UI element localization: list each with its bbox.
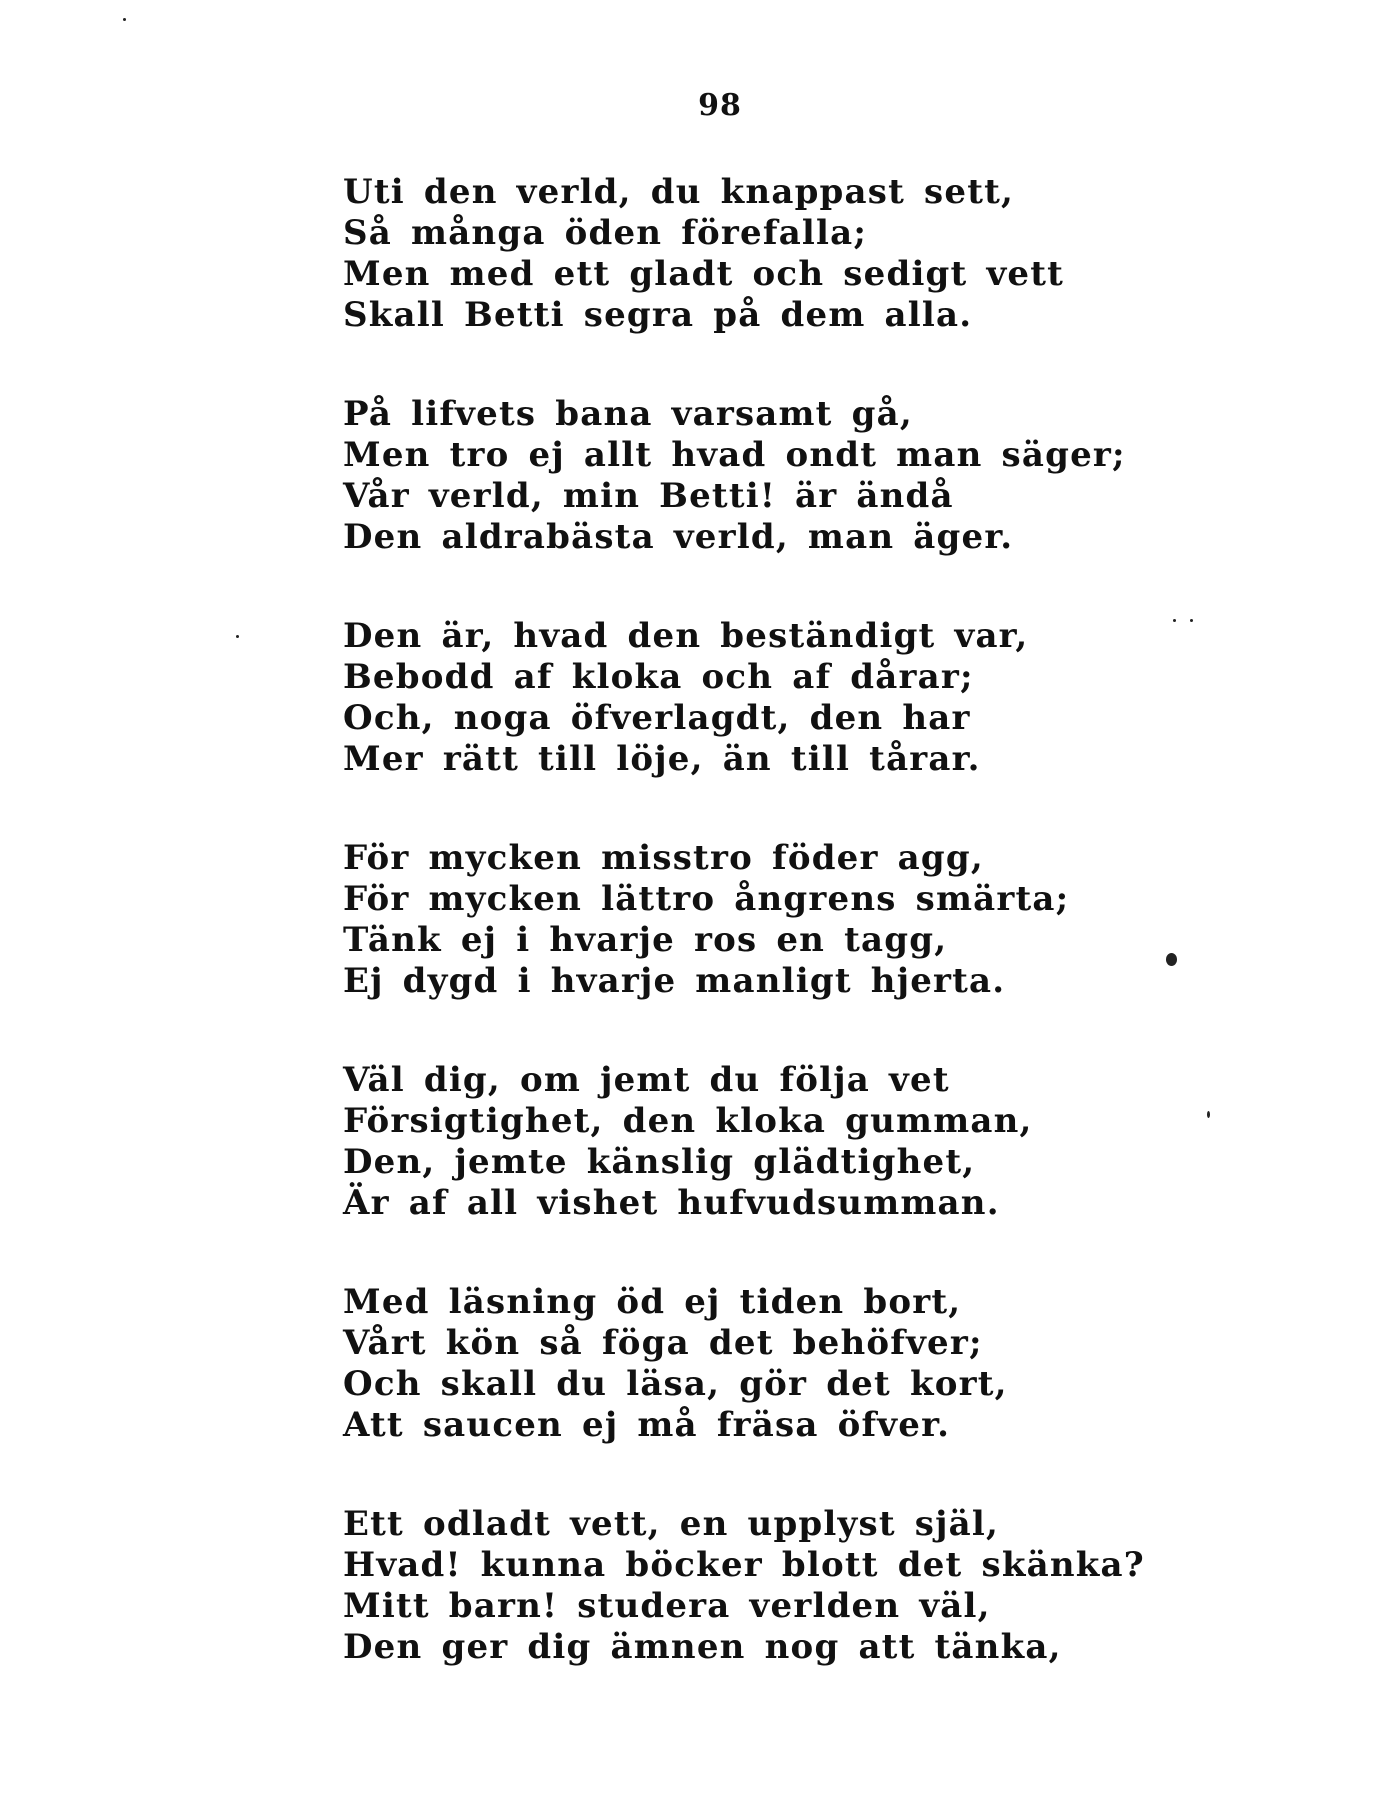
stanza-4 [343, 838, 1070, 1002]
poem-line: Och skall du läsa, gör det kort, [343, 1364, 1008, 1404]
poem-line: Vårt kön så föga det behöfver; [343, 1323, 983, 1363]
poem [343, 172, 1145, 1726]
ink-speck [236, 635, 239, 638]
poem-line: För mycken lättro ångrens smärta; [343, 879, 1070, 919]
poem-line: Är af all vishet hufvudsumman. [343, 1183, 1000, 1223]
stanza-2 [343, 394, 1126, 558]
poem-line: Hvad! kunna böcker blott det skänka? [343, 1545, 1145, 1585]
poem-line: För mycken misstro föder agg, [343, 838, 984, 878]
poem-line: Den ger dig ämnen nog att tänka, [343, 1627, 1062, 1667]
poem-line: Den är, hvad den beständigt var, [343, 616, 1029, 656]
poem-line: Att saucen ej må fräsa öfver. [343, 1405, 951, 1445]
poem-line: Med läsning öd ej tiden bort, [343, 1282, 962, 1322]
stanza-7 [343, 1504, 1145, 1668]
poem-line: Mer rätt till löje, än till tårar. [343, 739, 981, 779]
poem-line: Och, noga öfverlagdt, den har [343, 698, 971, 738]
poem-line: Tänk ej i hvarje ros en tagg, [343, 920, 948, 960]
poem-line: Mitt barn! studera verlden väl, [343, 1586, 991, 1626]
poem-line: Skall Betti segra på dem alla. [343, 295, 973, 335]
poem-line: Den aldrabästa verld, man äger. [343, 517, 1014, 557]
stanza-5 [343, 1060, 1043, 1224]
poem-line: Den, jemte känslig glädtighet, [343, 1142, 976, 1182]
poem-line: Men med ett gladt och sedigt vett [343, 254, 1065, 294]
poem-line: Bebodd af kloka och af dårar; [343, 657, 974, 697]
page-number: 98 [698, 88, 742, 123]
ink-speck [1207, 1111, 1210, 1118]
ink-speck [1166, 953, 1177, 966]
stanza-3 [343, 616, 1043, 780]
poem-line: Så många öden förefalla; [343, 213, 868, 253]
poem-line: Uti den verld, du knappast sett, [343, 172, 1015, 212]
ink-speck [123, 18, 126, 21]
poem-line: Ej dygd i hvarje manligt hjerta. [343, 961, 1006, 1001]
stanza-1 [343, 172, 1065, 336]
poem-line: Försigtighet, den kloka gumman, [343, 1101, 1033, 1141]
poem-line: Vår verld, min Betti! är ändå [343, 476, 954, 516]
poem-line: På lifvets bana varsamt gå, [343, 394, 913, 434]
ink-speck [1190, 619, 1193, 622]
poem-line: Väl dig, om jemt du följa vet [343, 1060, 950, 1100]
poem-line: Men tro ej allt hvad ondt man säger; [343, 435, 1126, 475]
stanza-6 [343, 1282, 1043, 1446]
ink-speck [1173, 619, 1176, 622]
poem-line: Ett odladt vett, en upplyst själ, [343, 1504, 999, 1544]
